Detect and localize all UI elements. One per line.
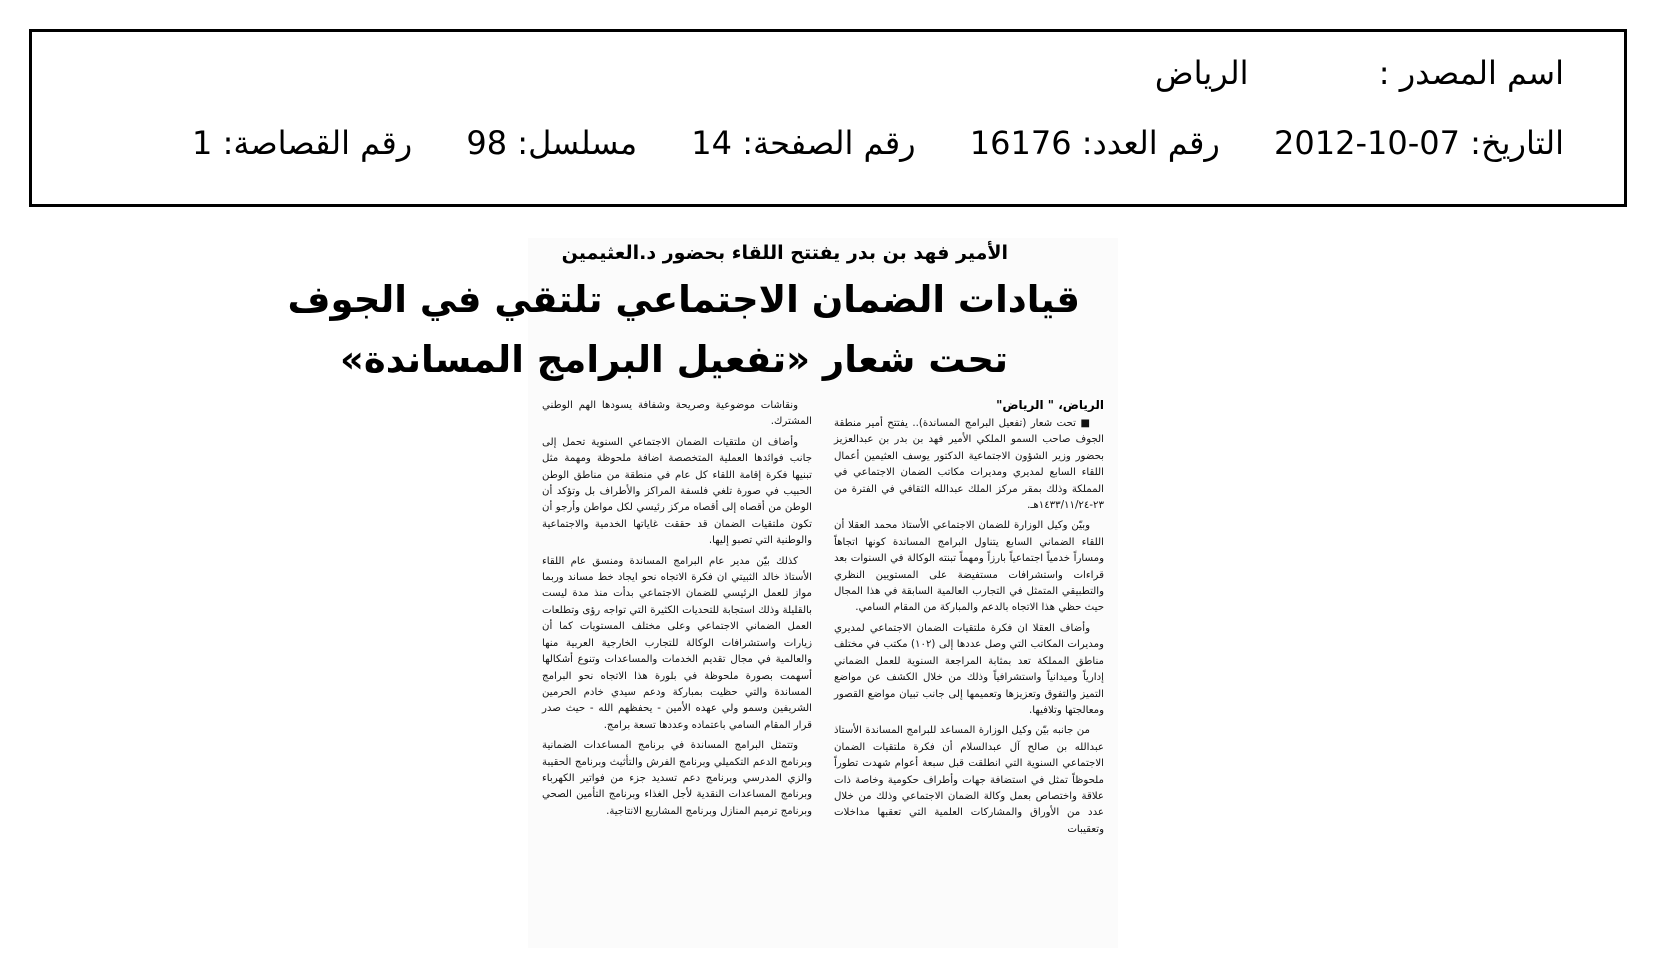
paragraph: وبيّن وكيل الوزارة للضمان الاجتماعي الأستاذ محمد العقلا أن اللقاء الضماني السابع يتناول البرامج المساندة كونها اتجاهاً ومساراً خدمياً اجتماعياً بارزاً ومهماً تبنته الوكالة في السنوات بعد قراءات واستشرافات مستفيضة على المستويين النظري والتطبيقي المتمثل في التجارب العالمية السابقة في هذا المجال حيث حظي هذا الاتجاه بالدعم والمباركة من المقام السامي. <box>834 520 1104 614</box>
article-dateline: الرياض، " الرياض" <box>996 398 1104 412</box>
date-field: التاريخ: 07-10-2012 <box>1274 124 1564 162</box>
page-field: رقم الصفحة: 14 <box>691 124 916 162</box>
details-row <box>192 124 1564 162</box>
clipping-info-box <box>29 29 1627 207</box>
paragraph: وأضاف العقلا ان فكرة ملتقيات الضمان الاجتماعي لمديري ومديرات المكاتب التي وصل عددها إلى (١٠٢) مكتب في مختلف مناطق المملكة تعد بمثابة المراجعة السنوية للعمل الضماني إدارياً وميدانياً واستشرافياً وذلك من خلال الكشف عن مواضع التميز والتفوق وتعزيزها وتعميمها إلى جانب تبيان مواضع القصور ومعالجتها وتلافيها. <box>834 622 1104 716</box>
paragraph: من جانبه بيّن وكيل الوزارة المساعد للبرامج المساندة الأستاذ عبدالله بن صالح آل عبدالسلام أن فكرة ملتقيات الضمان الاجتماعي السنوية التي انطلقت قبل سبعة أعوام شهدت تطوراً ملحوظاً تمثل في استضافة جهات وأطراف حكومية وخاصة ذات علاقة واختصاص بعمل وكالة الضمان الاجتماعي وذلك من خلال عدد من الأوراق والمشاركات العلمية التي تعقبها مداخلات وتعقيبات <box>834 725 1104 835</box>
paragraph: كذلك بيّن مدير عام البرامج المساندة ومنسق عام اللقاء الأستاذ خالد الثبيتي ان فكرة الاتجاه نحو ايجاد خط مساند وربما مواز للعمل الرئيسي للضمان الاجتماعي بدأت منذ مدة ليست بالقليلة وذلك استجابة للتحديات الكثيرة التي تواجه رؤى وتطلعات العمل الضماني الاجتماعي وعلى مختلف المستويات كما أن زيارات واستشرافات الوكالة للتجارب الخارجية العربية منها والعالمية في مجال تقديم الخدمات والمساعدات وتنوع أشكالها أسهمت بصورة ملحوظة في بلورة هذا الاتجاه نحو البرامج المساندة والتي حظيت بمباركة ودعم سيدي خادم الحرمين الشريفين وسمو ولي عهده الأمين - يحفظهم الله - حيث صدر قرار المقام السامي باعتماده وعددها تسعة برامج. <box>542 555 812 731</box>
article-headline-line1: قيادات الضمان الاجتماعي تلتقي في الجوف <box>287 278 1080 321</box>
issue-field: رقم العدد: 16176 <box>969 124 1220 162</box>
source-label: اسم المصدر : <box>1378 54 1564 92</box>
article-column-left <box>542 398 812 824</box>
clip-number-field: رقم القصاصة: 1 <box>192 124 413 162</box>
source-value: الرياض <box>1154 54 1249 92</box>
paragraph: وتتمثل البرامج المساندة في برنامج المساعدات الضمانية وبرنامج الدعم التكميلي وبرنامج الفرش والتأثيث وبرنامج الحقيبة والزي المدرسي وبرنامج دعم تسديد جزء من فواتير الكهرباء وبرنامج المساعدات النقدية لأجل الغذاء وبرنامج التأمين الصحي وبرنامج ترميم المنازل وبرنامج المشاريع الانتاجية. <box>542 740 812 817</box>
article-headline-line2: تحت شعار «تفعيل البرامج المساندة» <box>339 338 1008 381</box>
paragraph: ونقاشات موضوعية وصريحة وشفافة يسودها الهم الوطني المشترك. <box>542 400 812 428</box>
article-supertitle: الأمير فهد بن بدر يفتتح اللقاء بحضور د.العثيمين <box>561 242 1008 264</box>
paragraph: ■ تحت شعار (تفعيل البرامج المساندة).. يفتتح أمير منطقة الجوف صاحب السمو الملكي الأمير فهد بن بدر بن عبدالعزيز بحضور وزير الشؤون الاجتماعية الدكتور يوسف العثيمين أعمال اللقاء السابع لمديري ومديرات مكاتب الضمان الاجتماعي في المملكة وذلك بمقر مركز الملك عبدالله الثقافي في الفترة من ٢٣-١٤٣٣/١١/٢٤هـ. <box>834 418 1104 512</box>
newspaper-clipping <box>287 238 1118 948</box>
paragraph: وأضاف ان ملتقيات الضمان الاجتماعي السنوية تحمل إلى جانب فوائدها العملية المتخصصة اضافة ملحوظة ومهمة مثل تبنيها فكرة إقامة اللقاء كل عام في منطقة من مناطق الوطن الحبيب في صورة تلغي فلسفة المراكز والأطراف بل وتؤكد أن الوطن من أقصاه إلى أقصاه مركز رئيسي لكل مواطن وأرجو أن تكون ملتقيات الضمان قد حققت غاياتها الخدمية والاجتماعية والوطنية التي تصبو إليها. <box>542 436 812 547</box>
serial-field: مسلسل: 98 <box>466 124 638 162</box>
source-row <box>1155 54 1564 92</box>
article-column-right <box>834 416 1104 842</box>
